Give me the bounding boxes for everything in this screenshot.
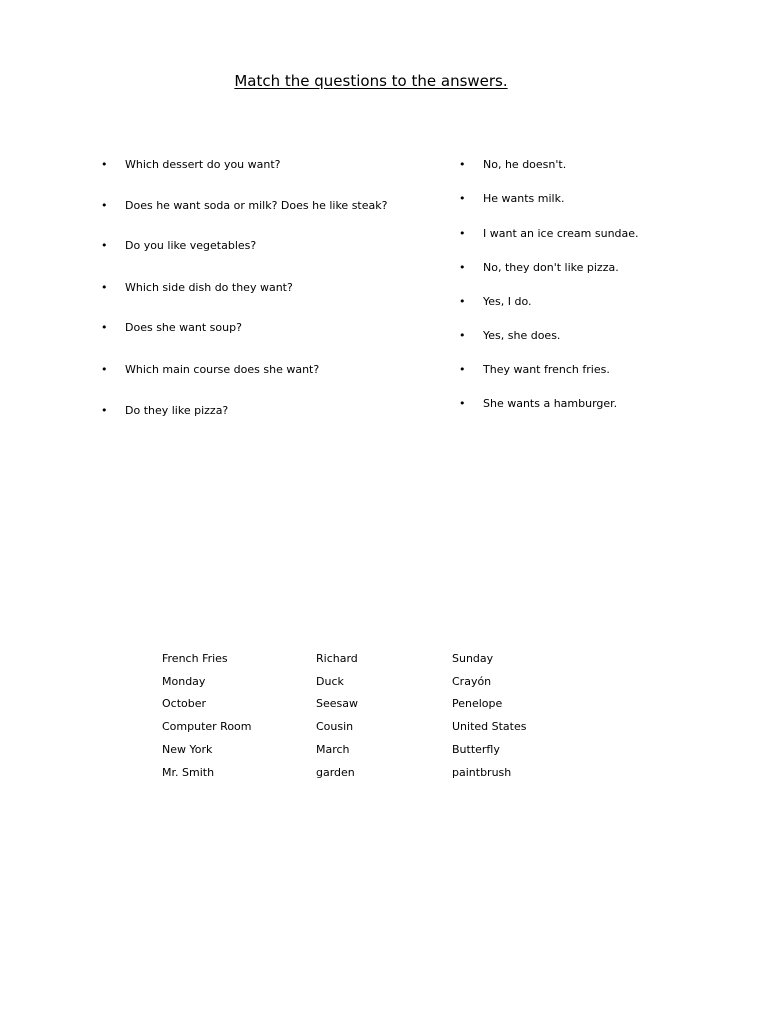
table-row bbox=[158, 738, 552, 761]
question-text: Do you like vegetables? bbox=[125, 239, 257, 252]
table-cell: Duck bbox=[316, 674, 344, 688]
table-cell: Penelope bbox=[452, 697, 503, 711]
bullet-icon: • bbox=[459, 261, 466, 274]
question-text: Which side dish do they want? bbox=[125, 281, 293, 294]
table-cell: Computer Room bbox=[162, 720, 252, 734]
bullet-icon: • bbox=[459, 158, 466, 171]
table-cell: March bbox=[316, 743, 350, 757]
bullet-icon: • bbox=[459, 329, 466, 342]
answer-text: He wants milk. bbox=[483, 192, 565, 205]
bullet-icon: • bbox=[101, 363, 108, 376]
table-row bbox=[158, 761, 552, 784]
table-cell: Seesaw bbox=[316, 697, 358, 711]
table-cell: Monday bbox=[162, 674, 206, 688]
bullet-icon: • bbox=[101, 321, 108, 334]
bullet-icon: • bbox=[101, 239, 108, 252]
answer-text: She wants a hamburger. bbox=[483, 397, 618, 410]
answer-text: Yes, she does. bbox=[483, 329, 561, 342]
table-cell: United States bbox=[452, 720, 527, 734]
answer-text: I want an ice cream sundae. bbox=[483, 227, 639, 240]
question-text: Which main course does she want? bbox=[125, 363, 320, 376]
bullet-icon: • bbox=[459, 363, 466, 376]
table-cell: Mr. Smith bbox=[162, 765, 215, 779]
table-row bbox=[158, 693, 552, 716]
bullet-icon: • bbox=[101, 158, 108, 171]
bullet-icon: • bbox=[459, 397, 466, 410]
table-row bbox=[158, 670, 552, 693]
table-cell: French Fries bbox=[162, 651, 228, 665]
answer-text: They want french fries. bbox=[483, 363, 610, 376]
table-cell: Butterfly bbox=[452, 743, 500, 757]
table-cell: October bbox=[162, 697, 207, 711]
table-row bbox=[158, 715, 552, 738]
table-row bbox=[158, 647, 552, 670]
bullet-icon: • bbox=[459, 192, 466, 205]
table-cell: Sunday bbox=[452, 651, 494, 665]
table-cell: New York bbox=[162, 743, 213, 757]
answer-text: No, he doesn't. bbox=[483, 158, 567, 171]
bullet-icon: • bbox=[101, 404, 108, 417]
bullet-icon: • bbox=[101, 199, 108, 212]
answer-text: Yes, I do. bbox=[483, 295, 532, 308]
table-cell: Cousin bbox=[316, 720, 354, 734]
table-cell: paintbrush bbox=[452, 765, 512, 779]
word-table bbox=[158, 647, 552, 784]
question-text: Does she want soup? bbox=[125, 321, 242, 334]
worksheet-title: Match the questions to the answers. bbox=[234, 72, 508, 90]
bullet-icon: • bbox=[459, 227, 466, 240]
table-cell: Crayón bbox=[452, 674, 492, 688]
answer-text: No, they don't like pizza. bbox=[483, 261, 619, 274]
question-text: Do they like pizza? bbox=[125, 404, 229, 417]
bullet-icon: • bbox=[459, 295, 466, 308]
table-cell: Richard bbox=[316, 651, 358, 665]
question-text: Which dessert do you want? bbox=[125, 158, 281, 171]
question-text: Does he want soda or milk? Does he like steak? bbox=[125, 199, 388, 212]
bullet-icon: • bbox=[101, 281, 108, 294]
table-cell: garden bbox=[316, 765, 355, 779]
